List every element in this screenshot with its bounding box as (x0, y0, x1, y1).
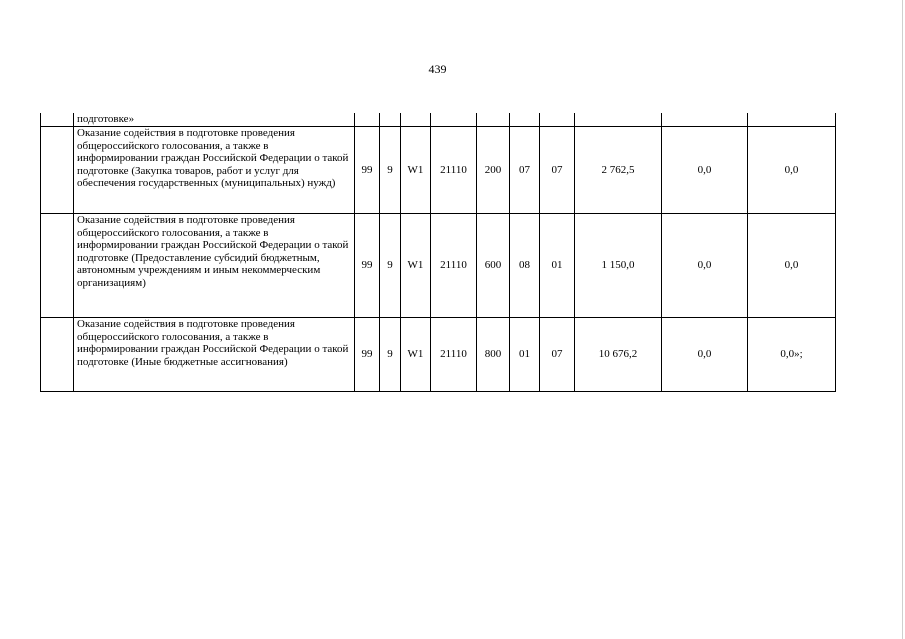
code-cell: 99 (355, 318, 380, 392)
code-cell: 9 (380, 127, 401, 214)
code-cell (431, 113, 477, 127)
description-cell: Оказание содействия в подготовке проведения общероссийского голосования, а также в информировании граждан Российской Федерации о такой подготовке (Предоставление субсидий бюджетным, автономным учреждениям и иным некоммерческим организациям) (74, 214, 355, 318)
table-row (41, 318, 836, 392)
budget-table (40, 113, 836, 392)
code-cell: 99 (355, 127, 380, 214)
code-cell (540, 113, 575, 127)
amount-cell: 1 150,0 (575, 214, 662, 318)
code-cell: W1 (401, 127, 431, 214)
table-row-continuation (41, 113, 836, 127)
description-cell: подготовке» (74, 113, 355, 127)
index-cell (41, 214, 74, 318)
amount-cell: 0,0 (662, 127, 748, 214)
code-cell: W1 (401, 318, 431, 392)
amount-cell (748, 113, 836, 127)
amount-cell: 2 762,5 (575, 127, 662, 214)
amount-cell: 10 676,2 (575, 318, 662, 392)
amount-cell: 0,0 (748, 214, 836, 318)
code-cell (510, 113, 540, 127)
code-cell: 01 (510, 318, 540, 392)
code-cell: 99 (355, 214, 380, 318)
amount-cell (662, 113, 748, 127)
description-cell: Оказание содействия в подготовке проведения общероссийского голосования, а также в информировании граждан Российской Федерации о такой подготовке (Иные бюджетные ассигнования) (74, 318, 355, 392)
table-row (41, 214, 836, 318)
table-row (41, 127, 836, 214)
code-cell: 01 (540, 214, 575, 318)
code-cell: 600 (477, 214, 510, 318)
code-cell: 800 (477, 318, 510, 392)
code-cell: 9 (380, 318, 401, 392)
code-cell: 07 (510, 127, 540, 214)
scan-edge-line (902, 0, 903, 639)
page-number: 439 (428, 62, 447, 76)
index-cell (41, 318, 74, 392)
code-cell: W1 (401, 214, 431, 318)
amount-cell: 0,0 (748, 127, 836, 214)
amount-cell (575, 113, 662, 127)
code-cell (355, 113, 380, 127)
index-cell (41, 127, 74, 214)
description-cell: Оказание содействия в подготовке проведения общероссийского голосования, а также в информировании граждан Российской Федерации о такой подготовке (Закупка товаров, работ и услуг для обеспечения государственных (муниципальных) нужд) (74, 127, 355, 214)
code-cell (401, 113, 431, 127)
amount-cell: 0,0»; (748, 318, 836, 392)
code-cell: 21110 (431, 127, 477, 214)
code-cell: 200 (477, 127, 510, 214)
amount-cell: 0,0 (662, 214, 748, 318)
code-cell: 07 (540, 318, 575, 392)
code-cell: 08 (510, 214, 540, 318)
code-cell: 9 (380, 214, 401, 318)
code-cell: 21110 (431, 214, 477, 318)
index-cell (41, 113, 74, 127)
code-cell (477, 113, 510, 127)
code-cell: 07 (540, 127, 575, 214)
code-cell: 21110 (431, 318, 477, 392)
code-cell (380, 113, 401, 127)
amount-cell: 0,0 (662, 318, 748, 392)
